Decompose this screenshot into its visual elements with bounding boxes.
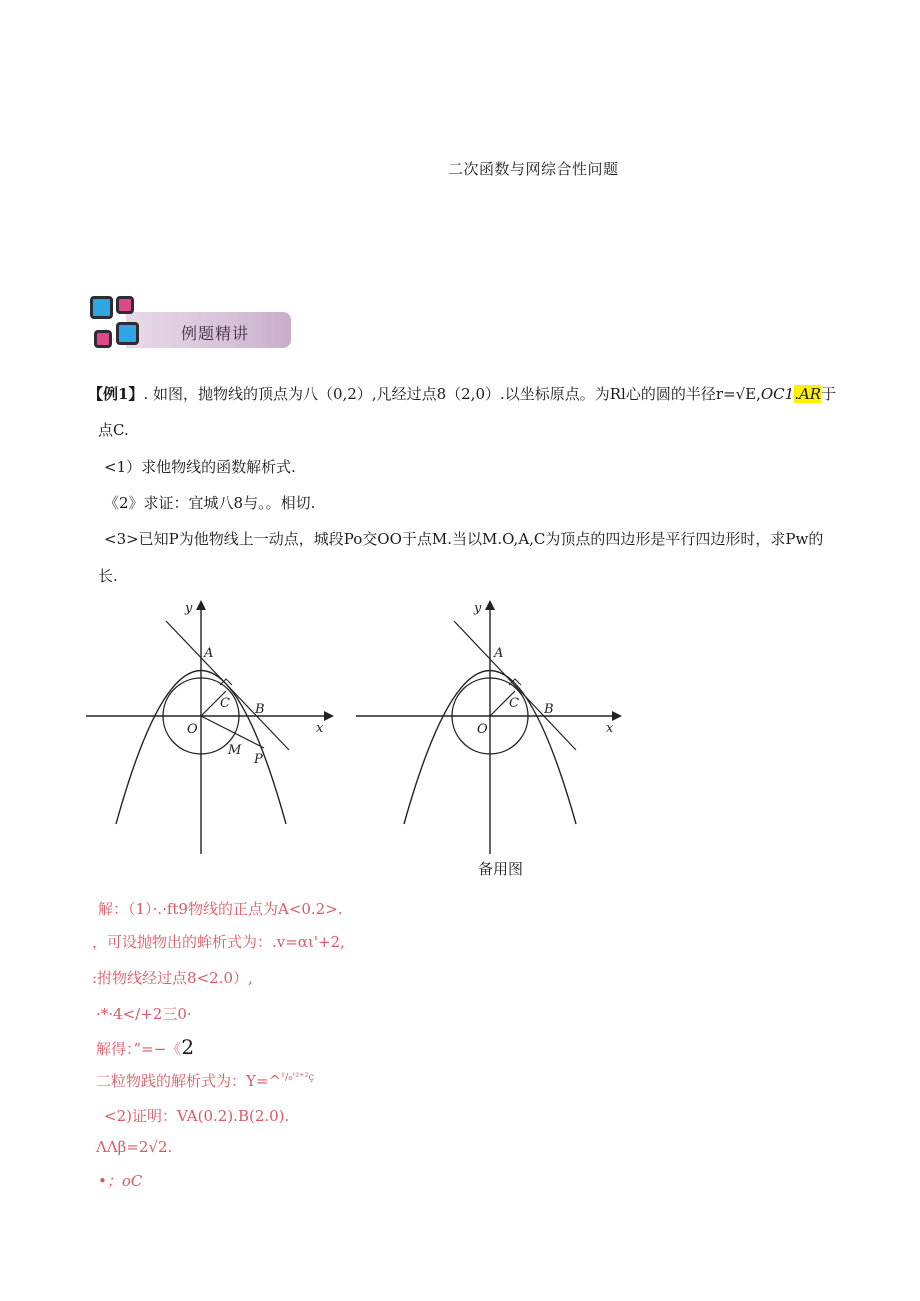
label-c: C: [509, 696, 519, 711]
example-label: 【例1】: [88, 385, 144, 403]
label-y: y: [474, 601, 482, 616]
problem-text: . 如图，抛物线的顶点为八（0,2）,凡经过点8（2,0）.以坐标原点。为Rl心的圆的半径r=√E,: [143, 385, 761, 403]
label-x: x: [316, 721, 324, 736]
label-o: O: [187, 722, 198, 737]
figure-main: [84, 596, 334, 856]
pink-square-icon: [116, 296, 134, 314]
problem-math: OC1: [760, 385, 795, 403]
label-c: C: [220, 696, 230, 711]
label-p: P: [254, 752, 263, 767]
question-3-cont: 长.: [98, 567, 118, 585]
label-a: A: [494, 646, 504, 661]
label-y: y: [185, 601, 193, 616]
section-banner: [86, 292, 291, 358]
solution-line-5: [96, 1035, 194, 1059]
solution-line-2: ，可设抛物出的蛑析式为：.v=αι'+2,: [92, 933, 345, 951]
solution-line-8: ΛΛβ=2√2.: [96, 1138, 173, 1156]
solution-line-1: 解：（1）·.·ft9物线的正点为A<0.2>.: [98, 900, 343, 918]
figure-spare: [354, 596, 624, 856]
label-b: B: [255, 702, 265, 717]
page-title: 二次函数与网综合性问题: [448, 160, 619, 178]
blue-square-icon: [116, 322, 139, 345]
tangent-line-ab: [166, 621, 289, 750]
label-o: O: [477, 722, 488, 737]
pink-square-icon: [94, 330, 112, 348]
solution-superscript: ¹∕₈'²⁺²ç: [281, 1072, 315, 1083]
banner-label: 例题精讲: [181, 324, 250, 343]
figure-caption: 备用图: [478, 860, 524, 878]
blue-square-icon: [90, 296, 113, 319]
label-x: x: [606, 721, 614, 736]
problem-line-1: [88, 383, 836, 404]
label-a: A: [204, 646, 214, 661]
solution-line-4: ·*·4</+2三0·: [96, 1005, 192, 1023]
label-b: B: [544, 702, 554, 717]
solution-line-7: <2)证明：VA(0.2).B(2.0).: [104, 1107, 290, 1125]
question-1: <1）求他物线的函数解析式.: [104, 458, 296, 476]
solution-line-6: [96, 1070, 314, 1091]
solution-line-3: :拊物线经过点8<2.0）,: [92, 969, 253, 987]
solution-text: 二粒物践的解析式为：Y=^: [96, 1072, 282, 1090]
highlight-mark: .AR: [794, 385, 822, 403]
y-axis-arrow: [196, 600, 206, 610]
problem-text-end: 于: [821, 385, 837, 403]
tangent-line-ab: [454, 621, 576, 750]
problem-line-2: 点C.: [98, 421, 129, 439]
y-axis-arrow: [485, 600, 495, 610]
solution-fraction: 2: [181, 1035, 195, 1059]
x-axis-arrow: [612, 711, 622, 721]
label-m: M: [228, 743, 242, 758]
question-2: 《2》求证：宜城八8与。。相切.: [104, 494, 316, 512]
solution-line-9: •；oC: [98, 1172, 143, 1190]
question-3: <3>已知P为他物线上一动点，城段Po交OO于点M.当以M.O,A,C为顶点的四边形是平行四边形时，求Pw的: [104, 530, 824, 548]
x-axis-arrow: [324, 711, 334, 721]
solution-text: 解得：”=−《: [96, 1040, 182, 1058]
